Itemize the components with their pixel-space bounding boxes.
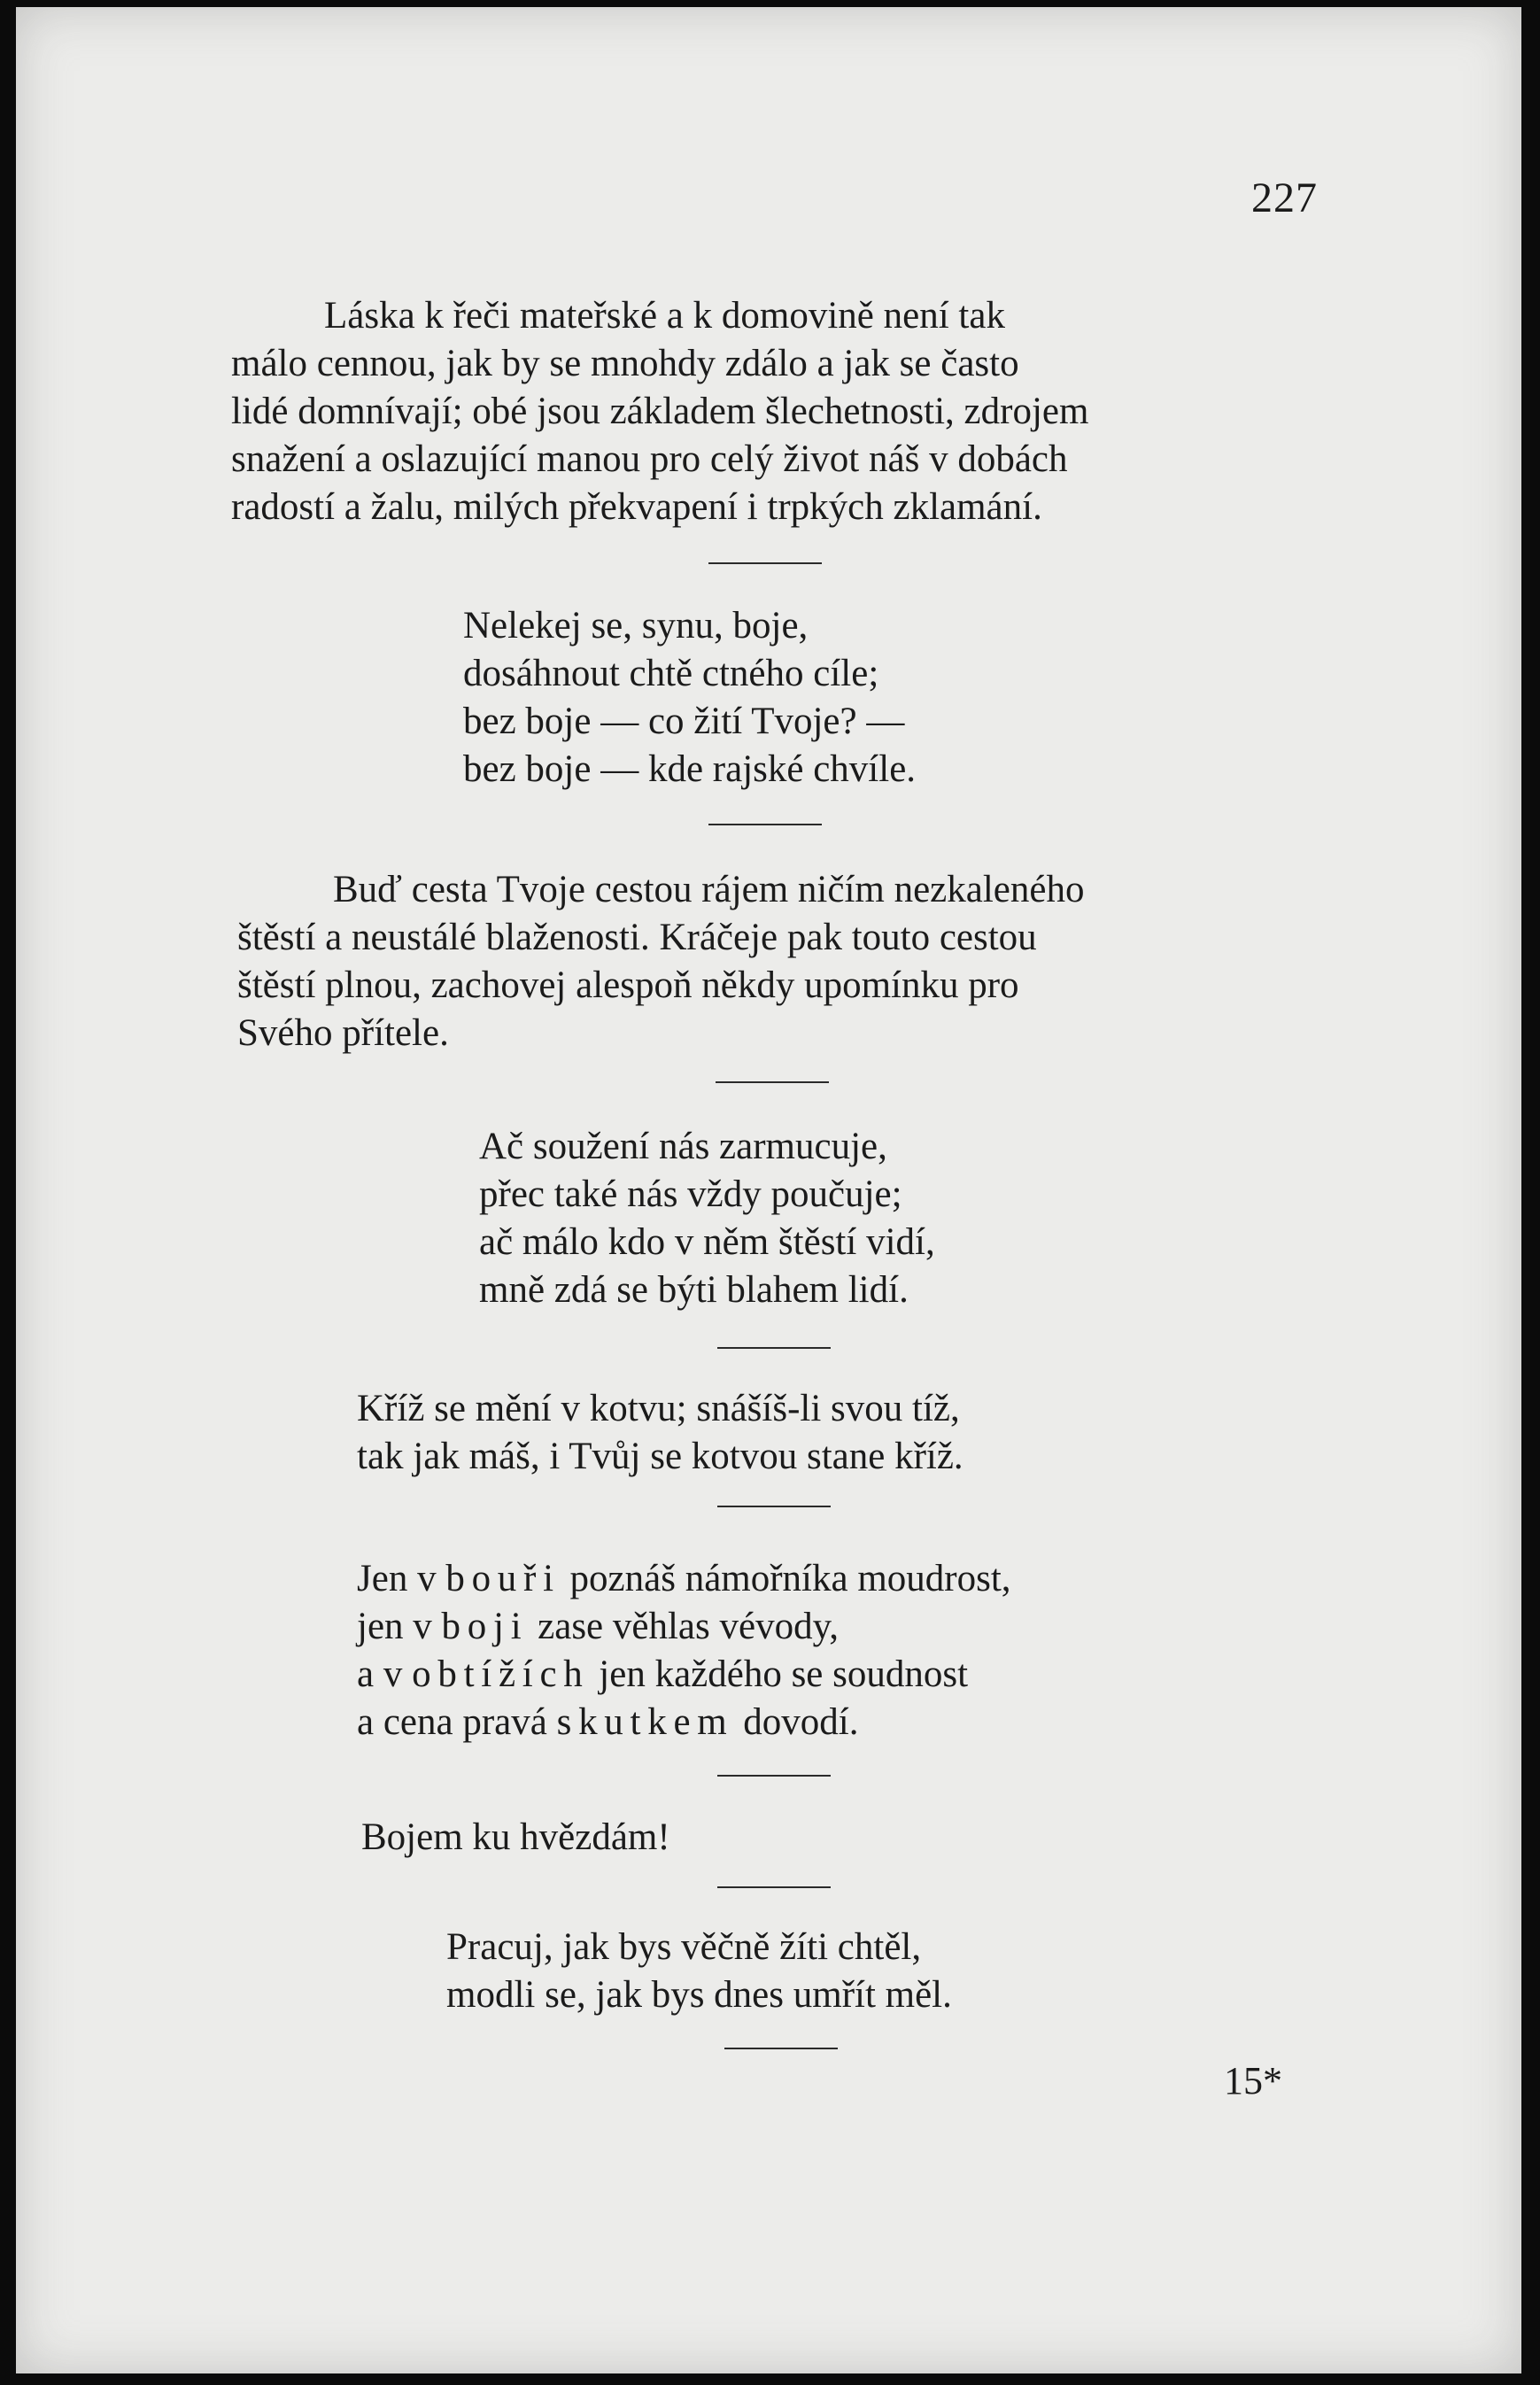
verse-line: tak jak máš, i Tvůj se kotvou stane kříž. [357, 1436, 963, 1477]
verse-text: dovodí. [733, 1701, 859, 1743]
verse-text: a cena pravá [357, 1701, 557, 1743]
verse-line: bez boje — kde rajské chvíle. [463, 748, 917, 790]
verse-text: poznáš námořníka moudrost, [560, 1558, 1011, 1599]
verse-text: jen každého se soudnost [589, 1653, 969, 1695]
verse-2 [479, 1123, 935, 1314]
verse-line: přec také nás vždy poučuje; [479, 1173, 902, 1215]
emphasized-word: bouři [445, 1558, 561, 1599]
motto-text: Bojem ku hvězdám! [361, 1816, 670, 1858]
intro-paragraph [231, 292, 1323, 531]
signature-mark: 15* [1224, 2059, 1282, 2102]
verse-text: jen v [357, 1606, 442, 1647]
section-divider [724, 2048, 838, 2049]
verse-line [357, 1555, 1011, 1603]
verse-line: ač málo kdo v něm štěstí vidí, [479, 1221, 935, 1263]
book-page [16, 7, 1521, 2373]
verse-text: zase věhlas vévody, [528, 1606, 840, 1647]
verse-text: a v [357, 1653, 413, 1695]
motto [361, 1814, 670, 1862]
verse-5 [446, 1924, 952, 2019]
paragraph-line: štěstí plnou, zachovej alespoň někdy upomínku pro [237, 964, 1019, 1006]
section-divider [717, 1775, 831, 1777]
intro-line: málo cennou, jak by se mnohdy zdálo a jak se často [231, 343, 1019, 384]
section-divider [708, 824, 822, 825]
verse-line: dosáhnout chtě ctného cíle; [463, 653, 879, 694]
section-divider [717, 1506, 831, 1507]
page-number: 227 [1251, 174, 1318, 221]
verse-line: mně zdá se býti blahem lidí. [479, 1269, 909, 1311]
intro-line: snažení a oslazující manou pro celý život náš v dobách [231, 438, 1068, 480]
paragraph-line: Buď cesta Tvoje cestou rájem ničím nezkaleného [333, 869, 1085, 910]
section-divider [717, 1886, 831, 1888]
verse-line: Ač soužení nás zarmucuje, [479, 1126, 887, 1167]
emphasized-word: obtížích [412, 1653, 590, 1695]
verse-line [357, 1651, 1011, 1699]
verse-3 [357, 1385, 963, 1481]
section-divider [708, 562, 822, 564]
section-divider [717, 1347, 831, 1349]
verse-text: Jen v [357, 1558, 446, 1599]
paragraph-line: Svého přítele. [237, 1012, 449, 1054]
verse-line [357, 1603, 1011, 1651]
intro-line: Láska k řeči mateřské a k domovině není tak [324, 295, 1005, 337]
verse-4 [357, 1555, 1011, 1746]
intro-line: radostí a žalu, milých překvapení i trpkých zklamání. [231, 486, 1042, 528]
verse-line: Nelekej se, synu, boje, [463, 605, 809, 647]
verse-line: bez boje — co žití Tvoje? — [463, 701, 905, 742]
verse-line [357, 1699, 1011, 1746]
verse-line: modli se, jak bys dnes umřít měl. [446, 1974, 952, 2016]
paragraph-line: štěstí a neustálé blaženosti. Kráčeje pak touto cestou [237, 917, 1037, 958]
emphasized-word: boji [441, 1606, 529, 1647]
verse-line: Pracuj, jak bys věčně žíti chtěl, [446, 1926, 922, 1968]
section-divider [716, 1081, 829, 1083]
emphasized-word: skutkem [556, 1701, 734, 1743]
verse-1 [463, 602, 916, 794]
intro-line: lidé domnívají; obé jsou základem šlechetnosti, zdrojem [231, 391, 1089, 432]
verse-line: Kříž se mění v kotvu; snášíš-li svou tíž, [357, 1388, 960, 1429]
second-paragraph [237, 866, 1329, 1057]
